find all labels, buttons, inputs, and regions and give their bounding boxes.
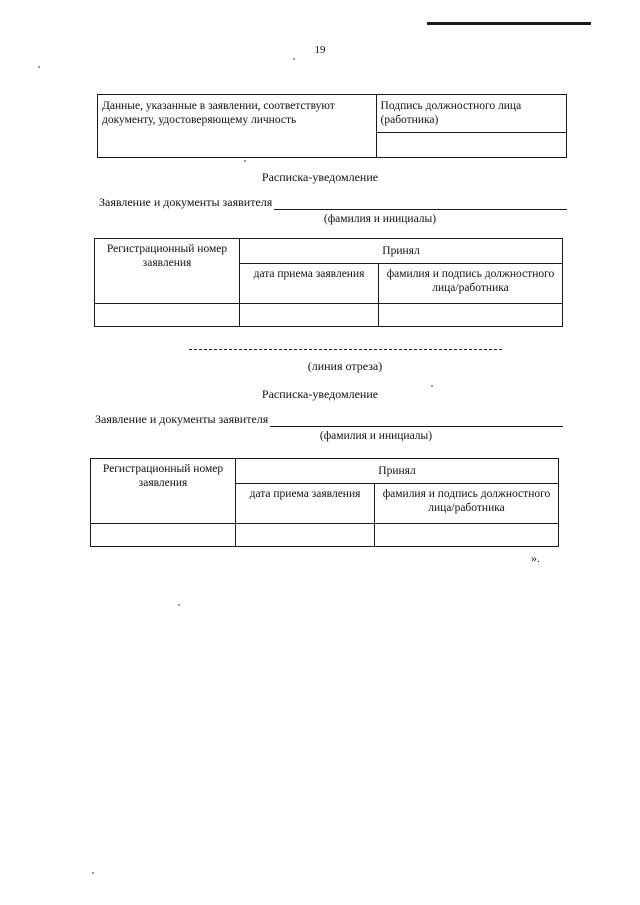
cut-line <box>189 349 502 350</box>
page-number: 19 <box>314 44 326 56</box>
applicant-line <box>95 412 563 427</box>
receipt-table <box>94 238 563 327</box>
scan-speck <box>178 604 180 606</box>
applicant-line <box>99 195 567 210</box>
verification-table <box>97 94 567 158</box>
scan-speck <box>293 58 295 60</box>
applicant-label: Заявление и документы заявителя <box>95 412 269 426</box>
scan-speck <box>38 66 40 68</box>
signature-cell <box>379 304 563 327</box>
official-signature-cell <box>376 132 566 157</box>
receipt-title: Расписка-уведомление <box>261 387 379 401</box>
cut-line-label: (линия отреза) <box>307 359 383 373</box>
scan-speck <box>244 160 246 162</box>
date-cell <box>240 304 379 327</box>
date-header: дата приема заявления <box>236 484 375 524</box>
closing-quote: ». <box>531 551 540 565</box>
applicant-label: Заявление и документы заявителя <box>99 195 273 209</box>
official-signature-label: Подпись должностного лица (работника) <box>376 95 566 133</box>
reg-number-cell <box>95 304 240 327</box>
reg-number-header: Регистрационный номер заявления <box>91 459 236 524</box>
reg-number-cell <box>91 524 236 547</box>
name-hint: (фамилия и инициалы) <box>323 213 437 225</box>
accepted-header: Принял <box>240 239 563 264</box>
applicant-name-field[interactable] <box>274 195 567 210</box>
name-hint: (фамилия и инициалы) <box>319 430 433 442</box>
top-rule <box>427 22 591 25</box>
applicant-name-field[interactable] <box>270 412 563 427</box>
date-header: дата приема заявления <box>240 264 379 304</box>
signature-header: фамилия и подпись должностного лица/работника <box>379 264 563 304</box>
accepted-header: Принял <box>236 459 559 484</box>
receipt-title: Расписка-уведомление <box>261 170 379 184</box>
verification-statement: Данные, указанные в заявлении, соответствуют документу, удостоверяющему личность <box>98 95 377 158</box>
signature-cell <box>375 524 559 547</box>
receipt-table <box>90 458 559 547</box>
date-cell <box>236 524 375 547</box>
scan-speck <box>92 872 94 874</box>
signature-header: фамилия и подпись должностного лица/работника <box>375 484 559 524</box>
scan-speck <box>431 385 433 387</box>
reg-number-header: Регистрационный номер заявления <box>95 239 240 304</box>
